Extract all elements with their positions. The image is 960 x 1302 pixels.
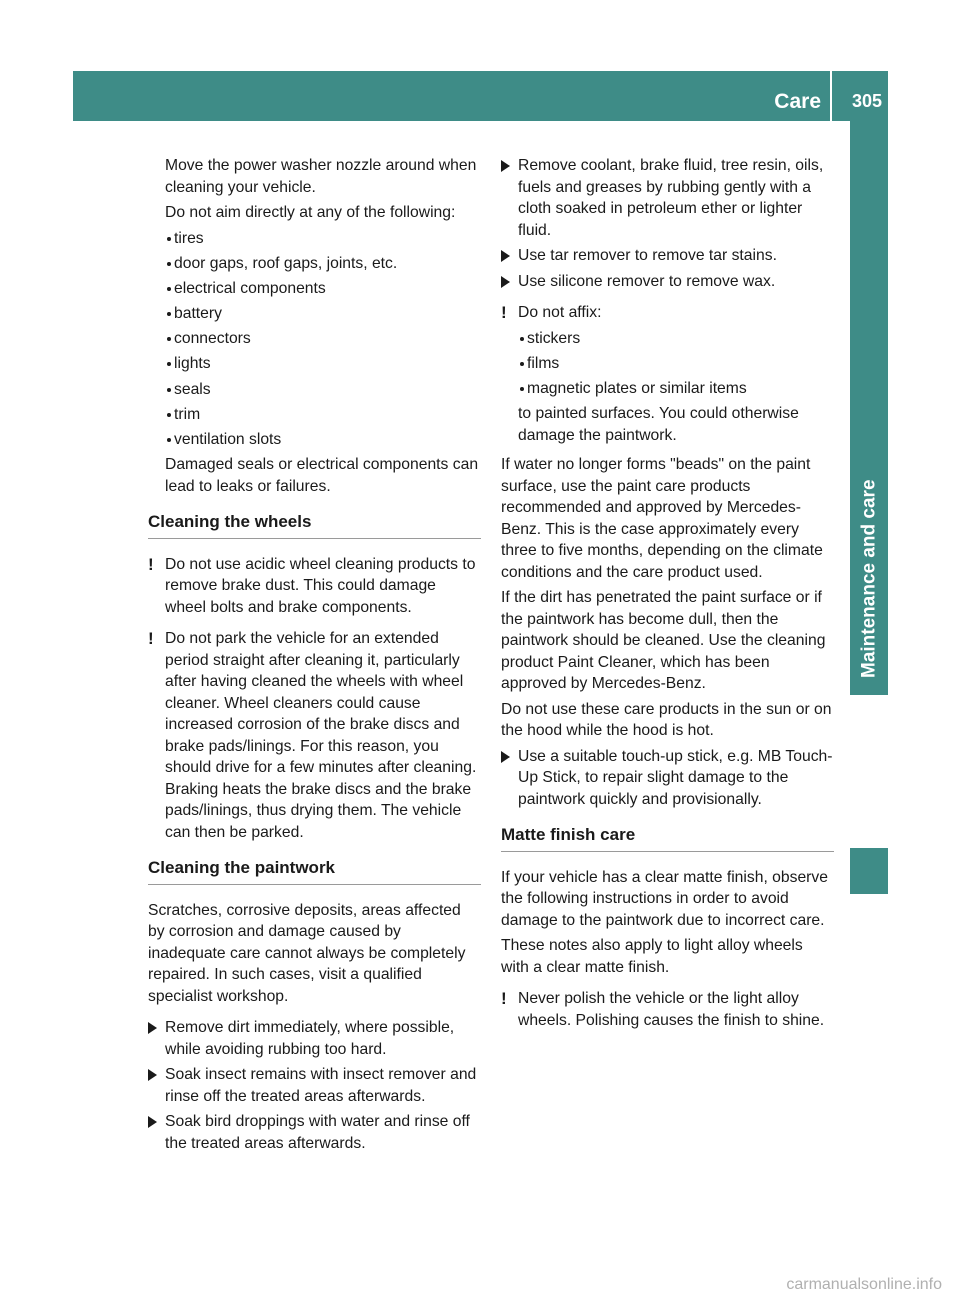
list-item: tires bbox=[148, 228, 481, 250]
list-item: connectors bbox=[148, 328, 481, 350]
dirt-paragraph: If the dirt has penetrated the paint surface or if the paintwork has become dull, then the paintwork should be cleaned. Use the cleaning product Paint Cleaner, which has been approved by Mercedes-Benz. bbox=[501, 589, 826, 693]
exclamation-icon: ! bbox=[148, 629, 154, 649]
warning-note bbox=[501, 302, 834, 324]
section-title: Care bbox=[774, 90, 821, 113]
list-item: electrical components bbox=[148, 278, 481, 300]
step-text: Use silicone remover to remove wax. bbox=[518, 272, 776, 290]
warning-note bbox=[148, 554, 481, 619]
page-header bbox=[73, 71, 888, 121]
outro-paragraph: Damaged seals or electrical components can lead to leaks or failures. bbox=[165, 456, 479, 495]
matte-paragraph: These notes also apply to light alloy wheels with a clear matte finish. bbox=[501, 937, 803, 976]
step-text: Remove dirt immediately, where possible, while avoiding rubbing too hard. bbox=[165, 1019, 455, 1058]
instruction-step bbox=[148, 1064, 481, 1107]
arrow-right-icon bbox=[148, 1022, 157, 1034]
list-item: ventilation slots bbox=[148, 429, 481, 451]
arrow-right-icon bbox=[501, 250, 510, 262]
section-heading: Cleaning the paintwork bbox=[148, 857, 481, 885]
intro-paragraph: Move the power washer nozzle around when cleaning your vehicle. bbox=[165, 157, 477, 196]
section-heading: Cleaning the wheels bbox=[148, 511, 481, 539]
step-text: Use tar remover to remove tar stains. bbox=[518, 247, 777, 264]
instruction-step bbox=[501, 271, 834, 293]
arrow-right-icon bbox=[501, 160, 510, 172]
step-text: Use a suitable touch-up stick, e.g. MB Touch-Up Stick, to repair slight damage to the paintwork quickly and provisionally. bbox=[518, 747, 833, 808]
header-divider bbox=[830, 71, 832, 121]
instruction-step bbox=[148, 1111, 481, 1154]
note-text: Do not park the vehicle for an extended period straight after cleaning it, particularly after having cleaned the wheels with wheel cleaner. Wheel cleaners could cause increased corrosion of the brake discs and brake pads/linings. For this reason, you should drive for a few minutes after cleaning. Braking heats the brake discs and the brake pads/linings, thus drying them. The vehicle can then be parked. bbox=[165, 630, 477, 841]
exclamation-icon: ! bbox=[148, 554, 154, 574]
do-not-aim-list bbox=[148, 228, 481, 451]
list-item: door gaps, roof gaps, joints, etc. bbox=[148, 253, 481, 275]
list-item: films bbox=[501, 353, 834, 375]
step-text: Remove coolant, brake fluid, tree resin, oils, fuels and greases by rubbing gently with a cloth soaked in petroleum ether or lighter fluid. bbox=[518, 157, 824, 239]
arrow-right-icon bbox=[501, 751, 510, 763]
note-text: Do not use acidic wheel cleaning products to remove brake dust. This could damage wheel bolts and brake components. bbox=[165, 555, 476, 616]
step-text: Soak bird droppings with water and rinse off the treated areas afterwards. bbox=[165, 1113, 470, 1152]
beads-paragraph: If water no longer forms "beads" on the paint surface, use the paint care products recommended and approved by Mercedes-Benz. This is the case approximately every three to five months, depending on the climate conditions and the care product used. bbox=[501, 456, 823, 581]
list-item: stickers bbox=[501, 328, 834, 350]
list-item: battery bbox=[148, 303, 481, 325]
arrow-right-icon bbox=[148, 1116, 157, 1128]
exclamation-icon: ! bbox=[501, 303, 507, 322]
arrow-right-icon bbox=[501, 276, 510, 288]
exclamation-icon: ! bbox=[501, 989, 507, 1009]
paint-intro: Scratches, corrosive deposits, areas affected by corrosion and damage caused by inadequate care cannot always be completely repaired. In such cases, visit a qualified specialist workshop. bbox=[148, 901, 466, 1005]
chapter-tab bbox=[850, 121, 888, 695]
instruction-step bbox=[501, 155, 834, 241]
left-column bbox=[148, 155, 481, 1158]
arrow-right-icon bbox=[148, 1069, 157, 1081]
chapter-marker bbox=[850, 848, 888, 894]
affix-outro: to painted surfaces. You could otherwise damage the paintwork. bbox=[518, 405, 799, 444]
matte-paragraph: If your vehicle has a clear matte finish, observe the following instructions in order to avoid damage to the paintwork due to incorrect care. bbox=[501, 868, 828, 929]
warning-note bbox=[501, 988, 834, 1031]
list-item: lights bbox=[148, 353, 481, 375]
watermark: carmanualsonline.info bbox=[786, 1276, 942, 1293]
intro-paragraph: Do not aim directly at any of the following: bbox=[165, 204, 456, 221]
list-item: trim bbox=[148, 404, 481, 426]
section-heading: Matte finish care bbox=[501, 824, 834, 852]
instruction-step bbox=[501, 245, 834, 267]
step-text: Soak insect remains with insect remover and rinse off the treated areas afterwards. bbox=[165, 1066, 477, 1105]
note-text: Never polish the vehicle or the light alloy wheels. Polishing causes the finish to shine. bbox=[518, 990, 825, 1029]
right-column bbox=[501, 155, 834, 1041]
sun-paragraph: Do not use these care products in the sun or on the hood while the hood is hot. bbox=[501, 700, 832, 740]
chapter-tab-label: Maintenance and care bbox=[858, 479, 880, 678]
list-item: magnetic plates or similar items bbox=[501, 378, 834, 400]
list-item: seals bbox=[148, 379, 481, 401]
page-number: 305 bbox=[851, 91, 882, 111]
warning-note bbox=[148, 628, 481, 843]
note-text: Do not affix: bbox=[518, 304, 602, 321]
instruction-step bbox=[501, 746, 834, 811]
instruction-step bbox=[148, 1017, 481, 1060]
affix-list bbox=[501, 328, 834, 400]
